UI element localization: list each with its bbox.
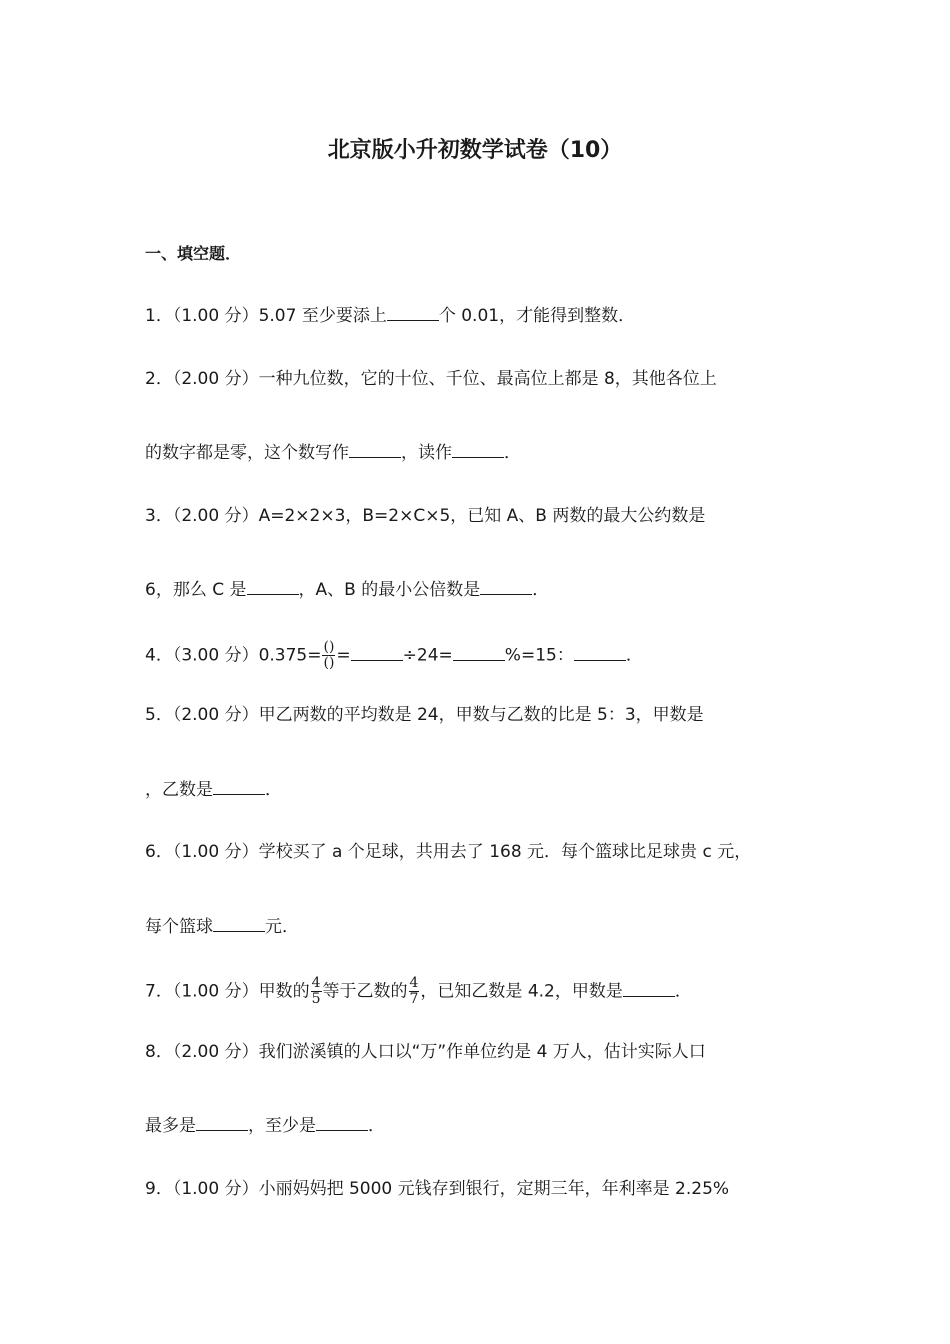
question-text: ，读作 <box>401 443 452 463</box>
answer-blank <box>196 1114 248 1131</box>
answer-blank <box>452 441 504 458</box>
question-text: ． <box>532 580 550 600</box>
question-text: ÷24= <box>402 645 453 666</box>
question-text: 5．（2.00 分）甲乙两数的平均数是 24，甲数与乙数的比是 5：3，甲数是 <box>145 705 704 725</box>
page-title: 北京版小升初数学试卷（10） <box>327 138 623 163</box>
question-5-continued <box>145 777 835 803</box>
question-text: 1．（1.00 分）5.07 至少要添上 <box>145 306 387 326</box>
question-2 <box>145 366 835 392</box>
question-text: 4．（3.00 分）0.375= <box>145 645 322 666</box>
question-text: 最多是 <box>145 1116 196 1136</box>
question-text: ． <box>674 981 692 1002</box>
question-text: 3．（2.00 分）A=2×2×3，B=2×C×5，已知 A、B 两数的最大公约数是 <box>145 506 706 526</box>
question-text: 个 0.01，才能得到整数． <box>438 306 636 326</box>
fraction-numerator: () <box>323 639 335 655</box>
question-text: ，至少是 <box>248 1116 316 1136</box>
question-6 <box>145 839 835 865</box>
question-text: ，A、B 的最小公倍数是 <box>298 580 481 600</box>
fraction-denominator: () <box>323 655 335 671</box>
question-text: 元． <box>265 917 299 937</box>
question-text: ． <box>625 645 643 666</box>
question-3-continued <box>145 577 835 603</box>
question-text: ，已知乙数是 4.2，甲数是 <box>420 981 623 1002</box>
fraction <box>322 640 335 671</box>
answer-blank <box>480 578 532 595</box>
question-text: 2．（2.00 分）一种九位数，它的十位、千位、最高位上都是 8，其他各位上 <box>145 369 717 389</box>
answer-blank <box>247 578 299 595</box>
fraction-numerator: 4 <box>311 975 321 991</box>
fraction-numerator: 4 <box>409 975 419 991</box>
question-text: = <box>336 645 351 666</box>
question-text: 的数字都是零，这个数写作 <box>145 443 349 463</box>
answer-blank <box>316 1114 368 1131</box>
question-text: %=15： <box>504 645 574 666</box>
question-7 <box>145 976 835 1007</box>
answer-blank <box>213 915 265 932</box>
question-text: ，乙数是 <box>145 780 213 800</box>
question-text: ． <box>504 443 521 463</box>
fraction <box>409 976 420 1007</box>
answer-blank <box>351 644 403 661</box>
answer-blank <box>574 644 626 661</box>
question-2-continued <box>145 440 835 466</box>
question-5 <box>145 702 835 728</box>
question-text: 等于乙数的 <box>322 981 408 1002</box>
answer-blank <box>213 778 265 795</box>
question-4 <box>145 640 835 671</box>
question-text: ． <box>265 780 282 800</box>
question-text: 6，那么 C 是 <box>145 580 247 600</box>
fraction-denominator: 5 <box>311 991 321 1007</box>
question-text: 6．（1.00 分）学校买了 a 个足球，共用去了 168 元．每个篮球比足球贵 c 元， <box>145 842 752 862</box>
fraction <box>311 976 322 1007</box>
fraction-denominator: 7 <box>409 991 419 1007</box>
answer-blank <box>623 980 675 997</box>
question-text: 每个篮球 <box>145 917 213 937</box>
question-1 <box>145 303 835 329</box>
question-6-continued <box>145 914 835 940</box>
question-8-continued <box>145 1113 835 1139</box>
answer-blank <box>387 304 439 321</box>
question-text: ． <box>368 1116 385 1136</box>
question-9 <box>145 1176 835 1202</box>
question-text: 7．（1.00 分）甲数的 <box>145 981 310 1002</box>
question-3 <box>145 503 835 529</box>
answer-blank <box>349 441 401 458</box>
section-heading: 一、填空题． <box>145 244 242 263</box>
question-8 <box>145 1039 835 1065</box>
answer-blank <box>453 644 505 661</box>
question-text: 9．（1.00 分）小丽妈妈把 5000 元钱存到银行，定期三年，年利率是 2.25% <box>145 1179 730 1199</box>
question-text: 8．（2.00 分）我们淤溪镇的人口以“万”作单位约是 4 万人，估计实际人口 <box>145 1042 706 1062</box>
